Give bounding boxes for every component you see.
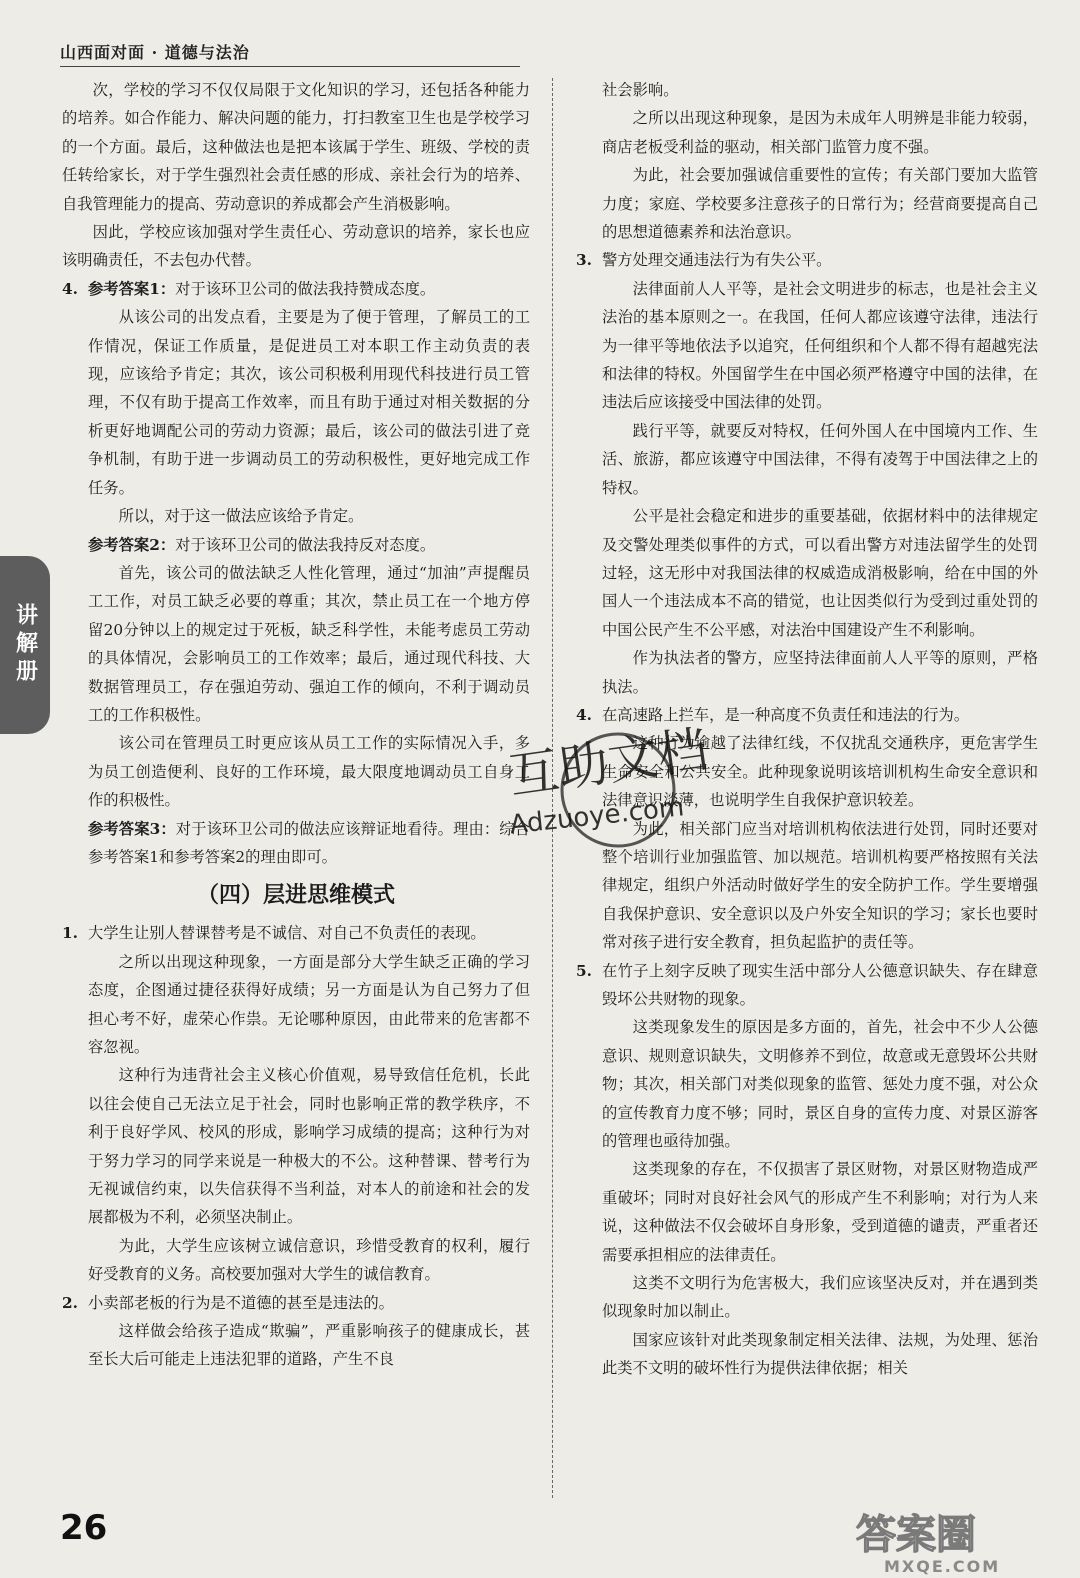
item-number: 3. [576,251,592,270]
answer-label: 参考答案3： [88,819,176,838]
paragraph: 这种行为违背社会主义核心价值观，易导致信任危机，长此以往会使自己无法立足于社会，同时也影响正常的教学秩序，不利于良好学风、校风的形成，影响学习成绩的提高；这种行为对于努力学习的同学来说是一种极大的不公。这种替课、替考行为无视诚信约束，以失信获得不当利益，对本人的前途和社会的发展都极为不利，必须坚决制止。 [88,1066,530,1227]
right-column [576,76,1038,1383]
paragraph: 社会影响。 [602,81,679,99]
paragraph: 国家应该针对此类现象制定相关法律、法规，为处理、惩治此类不文明的破坏性行为提供法律依据；相关 [602,1330,1038,1378]
running-header: 山西面对面 · 道德与法治 [60,43,250,62]
paragraph: 为此，相关部门应当对培训机构依法进行处罚，同时还要对整个培训行业加强监管、加以规范。培训机构要严格按照有关法律规定，组织户外活动时做好学生的安全防护工作。学生要增强自我保护意识、安全意识以及户外安全知识的学习；家长也要时常对孩子进行安全教育，担负起监护的责任等。 [602,819,1038,952]
item-head: 在竹子上刻字反映了现实生活中部分人公德意识缺失、存在肆意毁坏公共财物的现象。 [602,961,1038,1008]
item-number: 2. [62,1293,78,1312]
watermark-text: 互助文档 [505,720,712,806]
watermark-url: Adzuoye.com [508,792,686,841]
paragraph: 这类现象发生的原因是多方面的，首先，社会中不少人公德意识、规则意识缺失，文明修养不到位，故意或无意毁坏公共财物；其次，相关部门对类似现象的监管、惩处力度不强，对公众的宣传教育力度不够；同时，景区自身的宣传力度、对景区游客的管理也亟待加强。 [602,1018,1038,1151]
paragraph: 所以，对于这一做法应该给予肯定。 [118,507,364,526]
answer-item-1 [62,919,530,1288]
paragraph: 作为执法者的警方，应坚持法律面前人人平等的原则，严格执法。 [602,649,1038,696]
item-number: 4. [576,705,592,724]
corner-logo-text: 答案圈 [856,1512,976,1558]
corner-logo [848,1504,1072,1576]
paragraph: 为此，社会要加强诚信重要性的宣传；有关部门要加大监管力度；家庭、学校要多注意孩子的日常行为；经营商要提高自己的思想道德素养和法治意识。 [602,166,1038,242]
item-head: 在高速路上拦车，是一种高度不负责任和违法的行为。 [602,705,970,724]
corner-logo-url: MXQE.COM [884,1557,1001,1576]
answer-label: 参考答案1： [88,279,176,298]
paragraph: 法律面前人人平等，是社会文明进步的标志，也是社会主义法治的基本原则之一。在我国，任何人都应该遵守法律，违法行为一律平等地依法予以追究，任何组织和个人都不得有超越宪法和法律的特权。外国留学生在中国必须严格遵守中国的法律，在违法后应该接受中国法律的处罚。 [602,279,1038,412]
answer-label: 参考答案2： [88,535,176,554]
paragraph: 从该公司的出发点看，主要是为了便于管理，了解员工的工作情况，保证工作质量，是促进员工对本职工作主动负责的表现，应该给予肯定；其次，该公司积极利用现代科技进行员工管理，不仅有助于提高工作效率，而且有助于通过对相关数据的分析更好地调配公司的劳动力资源；最后，该公司的做法引进了竞争机制，有助于进一步调动员工的劳动积极性，更好地完成工作任务。 [88,308,530,497]
answer-text: 对于该环卫公司的做法我持赞成态度。 [175,279,436,298]
page-number: 26 [60,1508,108,1548]
side-tab [0,556,50,734]
paragraph: 该公司在管理员工时更应该从员工工作的实际情况入手，多为员工创造便利、良好的工作环境，最大限度地调动员工自身工作的积极性。 [88,734,530,810]
answer-item-5 [576,957,1038,1383]
item-head: 大学生让别人替课替考是不诚信、对自己不负责任的表现。 [88,924,486,943]
paragraph: 之所以出现这种现象，一方面是部分大学生缺乏正确的学习态度，企图通过捷径获得好成绩；另一方面是认为自己努力了但担心考不好，虚荣心作祟。无论哪种原因，由此带来的危害都不容忽视。 [88,952,530,1056]
answer-item-3 [576,246,1038,701]
item-number: 4. [62,279,78,298]
paragraph: 践行平等，就要反对特权，任何外国人在中国境内工作、生活、旅游，都应该遵守中国法律，不得有凌驾于中国法律之上的特权。 [602,421,1038,497]
paragraph: 为此，大学生应该树立诚信意识，珍惜受教育的权利，履行好受教育的义务。高校要加强对大学生的诚信教育。 [88,1236,530,1284]
answer-item-2 [62,1289,530,1374]
paragraph: 这种行为逾越了法律红线，不仅扰乱交通秩序，更危害学生生命安全和公共安全。此种现象说明该培训机构生命安全意识和法律意识淡薄，也说明学生自我保护意识较差。 [602,734,1038,810]
item-head: 警方处理交通违法行为有失公平。 [602,251,832,270]
left-column [62,76,530,1374]
header-rule [60,66,520,67]
answer-item-4b [576,701,1038,957]
item-number: 1. [62,924,78,943]
item-head: 小卖部老板的行为是不道德的甚至是违法的。 [88,1293,394,1312]
paragraph: 这样做会给孩子造成“欺骗”，严重影响孩子的健康成长，甚至长大后可能走上违法犯罪的道路，产生不良 [88,1322,530,1369]
answer-text: 对于该环卫公司的做法我持反对态度。 [175,535,436,554]
answer-item-4 [62,275,530,531]
paragraph: 公平是社会稳定和进步的重要基础，依据材料中的法律规定及交警处理类似事件的方式，可以看出警方对违法留学生的处罚过轻，这无形中对我国法律的权威造成消极影响，给在中国的外国人一个违法成本不高的错觉，也让因类似行为受到过重处罚的中国公民产生不公平感，对法治中国建设产生不利影响。 [602,507,1038,639]
side-tab-label: 讲解册 [12,603,38,687]
item-number: 5. [576,961,592,980]
paragraph: 这类现象的存在，不仅损害了景区财物，对景区财物造成严重破坏；同时对良好社会风气的形成产生不利影响；对行为人来说，这种做法不仅会破坏自身形象，受到道德的谴责，严重者还需要承担相应的法律责任。 [602,1160,1038,1264]
paragraph: 首先，该公司的做法缺乏人性化管理，通过“加油”声提醒员工工作，对员工缺乏必要的尊重；其次，禁止员工在一个地方停留20分钟以上的规定过于死板，缺乏科学性，未能考虑员工劳动的具体情况，会影响员工的工作效率；最后，通过现代科技、大数据管理员工，存在强迫劳动、强迫工作的倾向，不利于调动员工的工作积极性。 [88,563,530,724]
paragraph: 次，学校的学习不仅仅局限于文化知识的学习，还包括各种能力的培养。如合作能力、解决问题的能力，打扫教室卫生也是学校学习的一个方面。最后，这种做法也是把本该属于学生、班级、学校的责任转给家长，对于学生强烈社会责任感的形成、亲社会行为的培养、自我管理能力的提高、劳动意识的养成都会产生消极影响。 [62,81,530,213]
column-divider [552,78,553,1498]
answer-text: 对于该环卫公司的做法应该辩证地看待。理由：综合参考答案1和参考答案2的理由即可。 [88,819,530,866]
paragraph: 因此，学校应该加强对学生责任心、劳动意识的培养，家长也应该明确责任，不去包办代替。 [62,223,530,270]
paragraph: 之所以出现这种现象，是因为未成年人明辨是非能力较弱，商店老板受利益的驱动，相关部门监管力度不强。 [602,109,1038,156]
section-title: （四）层进思维模式 [196,883,395,909]
paragraph: 这类不文明行为危害极大，我们应该坚决反对，并在遇到类似现象时加以制止。 [602,1274,1038,1321]
